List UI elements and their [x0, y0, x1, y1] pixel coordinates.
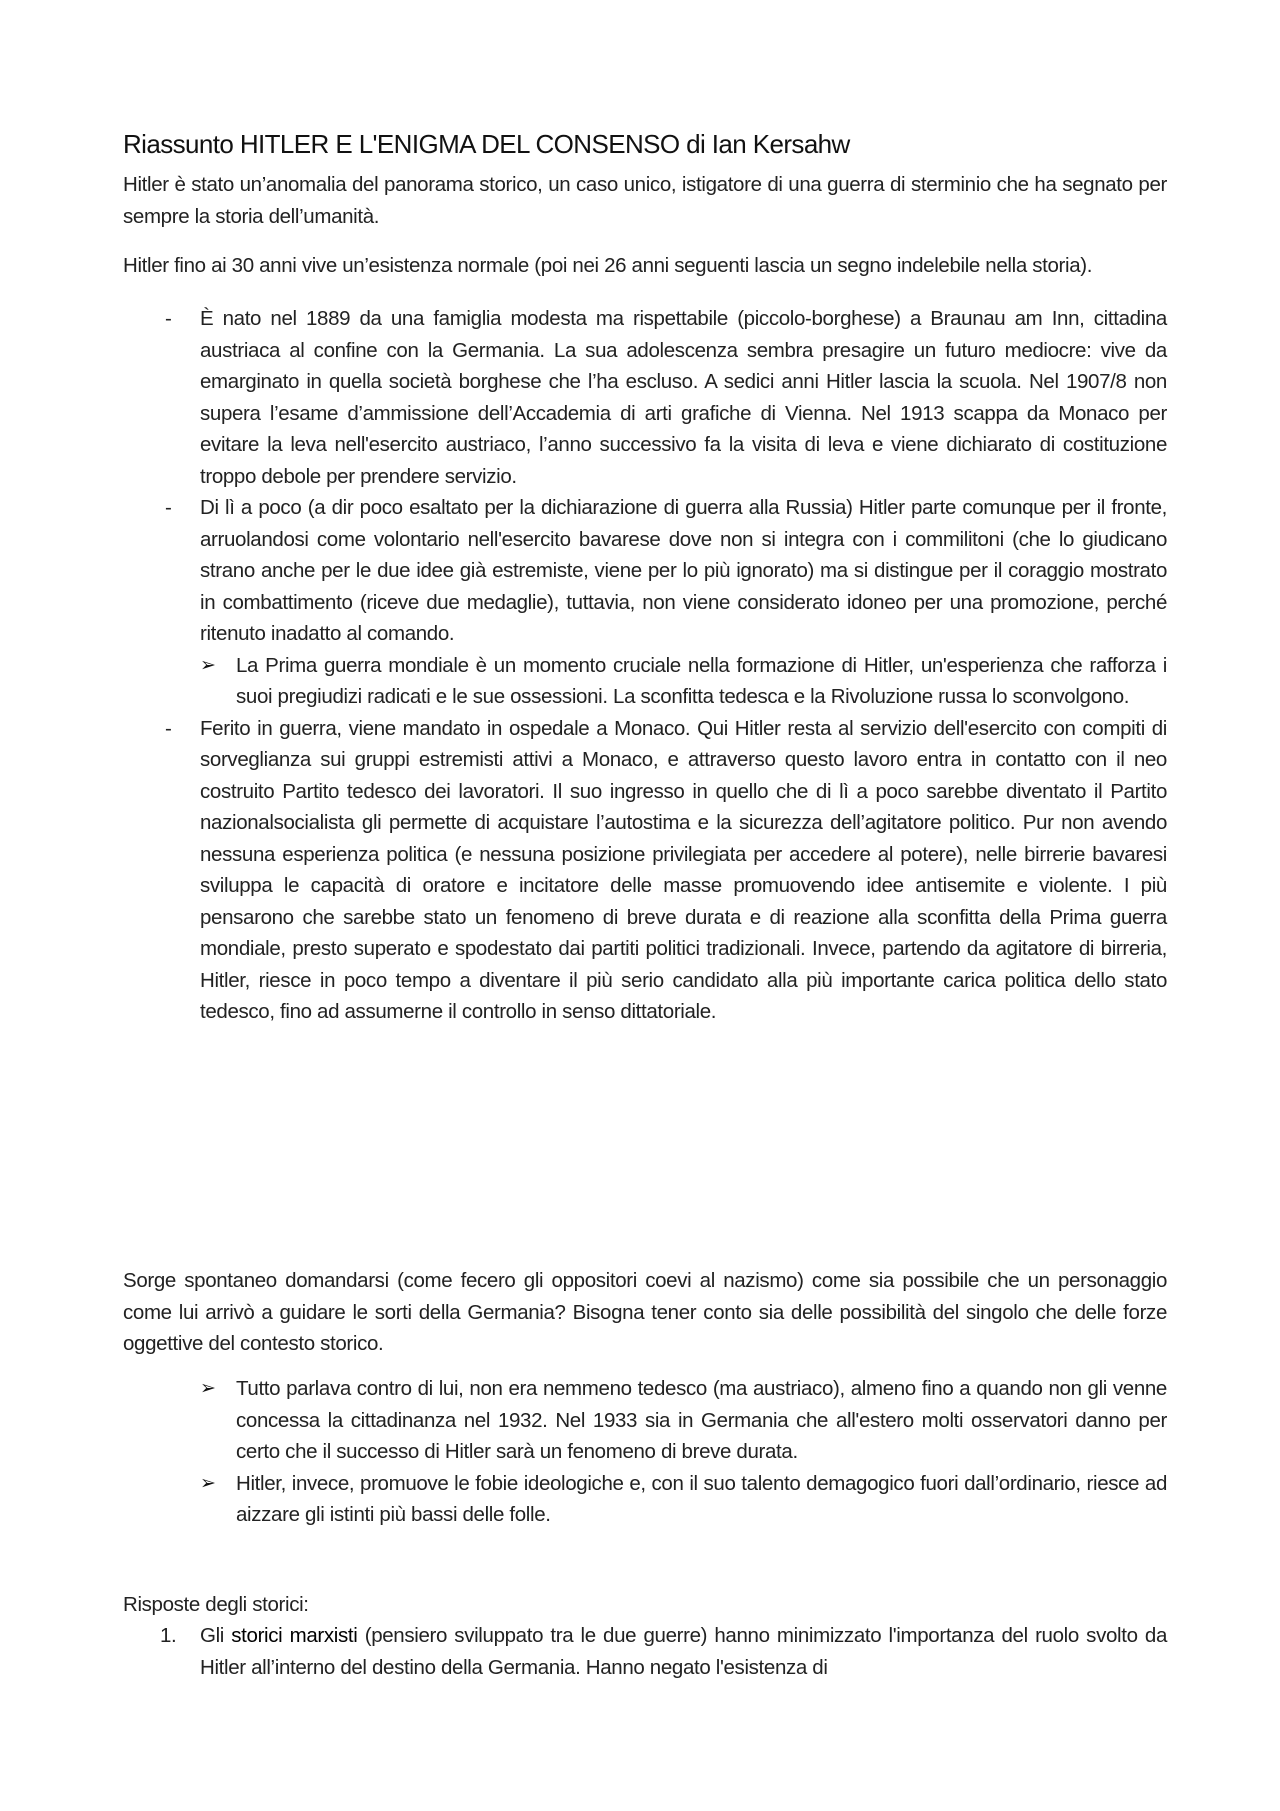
- war-note-item: [123, 650, 1167, 713]
- arrow-bullet-icon: ➢: [200, 654, 216, 676]
- arrow-bullet-icon: ➢: [200, 1378, 216, 1399]
- historian-highlight: storici marxisti: [231, 1624, 358, 1647]
- historian-item: [123, 1620, 1167, 1683]
- biography-item-politics: [123, 713, 1167, 1028]
- point-text: Tutto parlava contro di lui, non era nemmeno tedesco (ma austriaco), almeno fino a quando non gli venne concessa la cittadinanza nel 1932. Nel 1933 sia in Germania che all'estero molti osservatori danno per certo che il successo di Hitler sarà un fenomeno di breve durata.: [236, 1377, 1167, 1463]
- historian-lead: Gli: [200, 1624, 232, 1647]
- historian-text: (pensiero sviluppato tra le due guerre) hanno minimizzato l'importanza del ruolo svolto da Hitler all’interno del destino della Germania. Hanno negato l'esistenza di: [200, 1624, 1167, 1679]
- biography-text: Di lì a poco (a dir poco esaltato per la dichiarazione di guerra alla Russia) Hitler parte comunque per il fronte, arruolandosi come volontario nell'esercito bavarese dove non si integra con i commilitoni (che lo giudicano strano anche per le due idee già estremiste, viene per lo più ignorato) ma si distingue per il coraggio mostrato in combattimento (riceve due medaglie), tuttavia, non viene considerato idoneo per una promozione, perché ritenuto inadatto al comando.: [200, 496, 1167, 645]
- historians-heading: Risposte degli storici:: [123, 1593, 309, 1616]
- points-list: [123, 1373, 1167, 1531]
- biography-item-birth: [123, 303, 1167, 492]
- war-sublist: [200, 650, 1167, 713]
- war-note-text: La Prima guerra mondiale è un momento cruciale nella formazione di Hitler, un'esperienza che rafforza i suoi pregiudizi radicati e le sue ossessioni. La sconfitta tedesca e la Rivoluzione russa lo sconvolgono.: [236, 653, 1167, 708]
- question-paragraph: Sorge spontaneo domandarsi (come fecero gli oppositori coevi al nazismo) come sia possibile che un personaggio come lui arrivò a guidare le sorti della Germania? Bisogna tener conto sia delle possibilità del singolo che delle forze oggettive del contesto storico.: [123, 1269, 1167, 1355]
- arrow-bullet-icon: ➢: [200, 1472, 216, 1494]
- biography-list: [123, 303, 1167, 1028]
- early-life-paragraph: Hitler fino ai 30 anni vive un’esistenza normale (poi nei 26 anni seguenti lascia un segno indelebile nella storia).: [123, 254, 1093, 277]
- point-item: [123, 1468, 1167, 1531]
- dash-bullet: -: [165, 307, 172, 330]
- biography-item-war: [123, 492, 1167, 713]
- historians-list: [123, 1620, 1167, 1683]
- biography-text: Ferito in guerra, viene mandato in ospedale a Monaco. Qui Hitler resta al servizio dell'esercito con compiti di sorveglianza sui gruppi estremisti attivi a Monaco, e attraverso questo lavoro entra in contatto con il neo costruito Partito tedesco dei lavoratori. Il suo ingresso in quello che di lì a poco sarebbe diventato il Partito nazionalsocialista gli permette di acquistare l’autostima e la sicurezza dell’agitatore politico. Pur non avendo nessuna esperienza politica (e nessuna posizione privilegiata per accedere al potere), nelle birrerie bavaresi sviluppa le capacità di oratore e incitatore delle masse promuovendo idee antisemite e violente. I più pensarono che sarebbe stato un fenomeno di breve durata e di reazione alla sconfitta della Prima guerra mondiale, presto superato e spodestato dai partiti politici tradizionali. Invece, partendo da agitatore di birreria, Hitler, riesce in poco tempo a diventare il più serio candidato alla più importante carica politica dello stato tedesco, fino ad assumerne il controllo in senso dittatoriale.: [200, 716, 1167, 1023]
- biography-text: È nato nel 1889 da una famiglia modesta ma rispettabile (piccolo-borghese) a Braunau am Inn, cittadina austriaca al confine con la Germania. La sua adolescenza sembra presagire un futuro mediocre: vive da emarginato in quella società borghese che l’ha escluso. A sedici anni Hitler lascia la scuola. Nel 1907/8 non supera l’esame d’ammissione dell’Accademia di arti grafiche di Vienna. Nel 1913 scappa da Monaco per evitare la leva nell'esercito austriaco, l’anno successivo fa la visita di leva e viene dichiarato di costituzione troppo debole per prendere servizio.: [200, 307, 1167, 488]
- dash-bullet: -: [165, 496, 172, 519]
- point-text: Hitler, invece, promuove le fobie ideologiche e, con il suo talento demagogico fuori dall’ordinario, riesce ad aizzare gli istinti più bassi delle folle.: [236, 1471, 1167, 1526]
- intro-paragraph: Hitler è stato un’anomalia del panorama storico, un caso unico, istigatore di una guerra di sterminio che ha segnato per sempre la storia dell’umanità.: [123, 173, 1167, 228]
- list-number: 1.: [160, 1624, 177, 1647]
- point-item: [123, 1373, 1167, 1468]
- dash-bullet: -: [165, 716, 172, 740]
- document-title: Riassunto HITLER E L'ENIGMA DEL CONSENSO di Ian Kersahw: [123, 129, 850, 159]
